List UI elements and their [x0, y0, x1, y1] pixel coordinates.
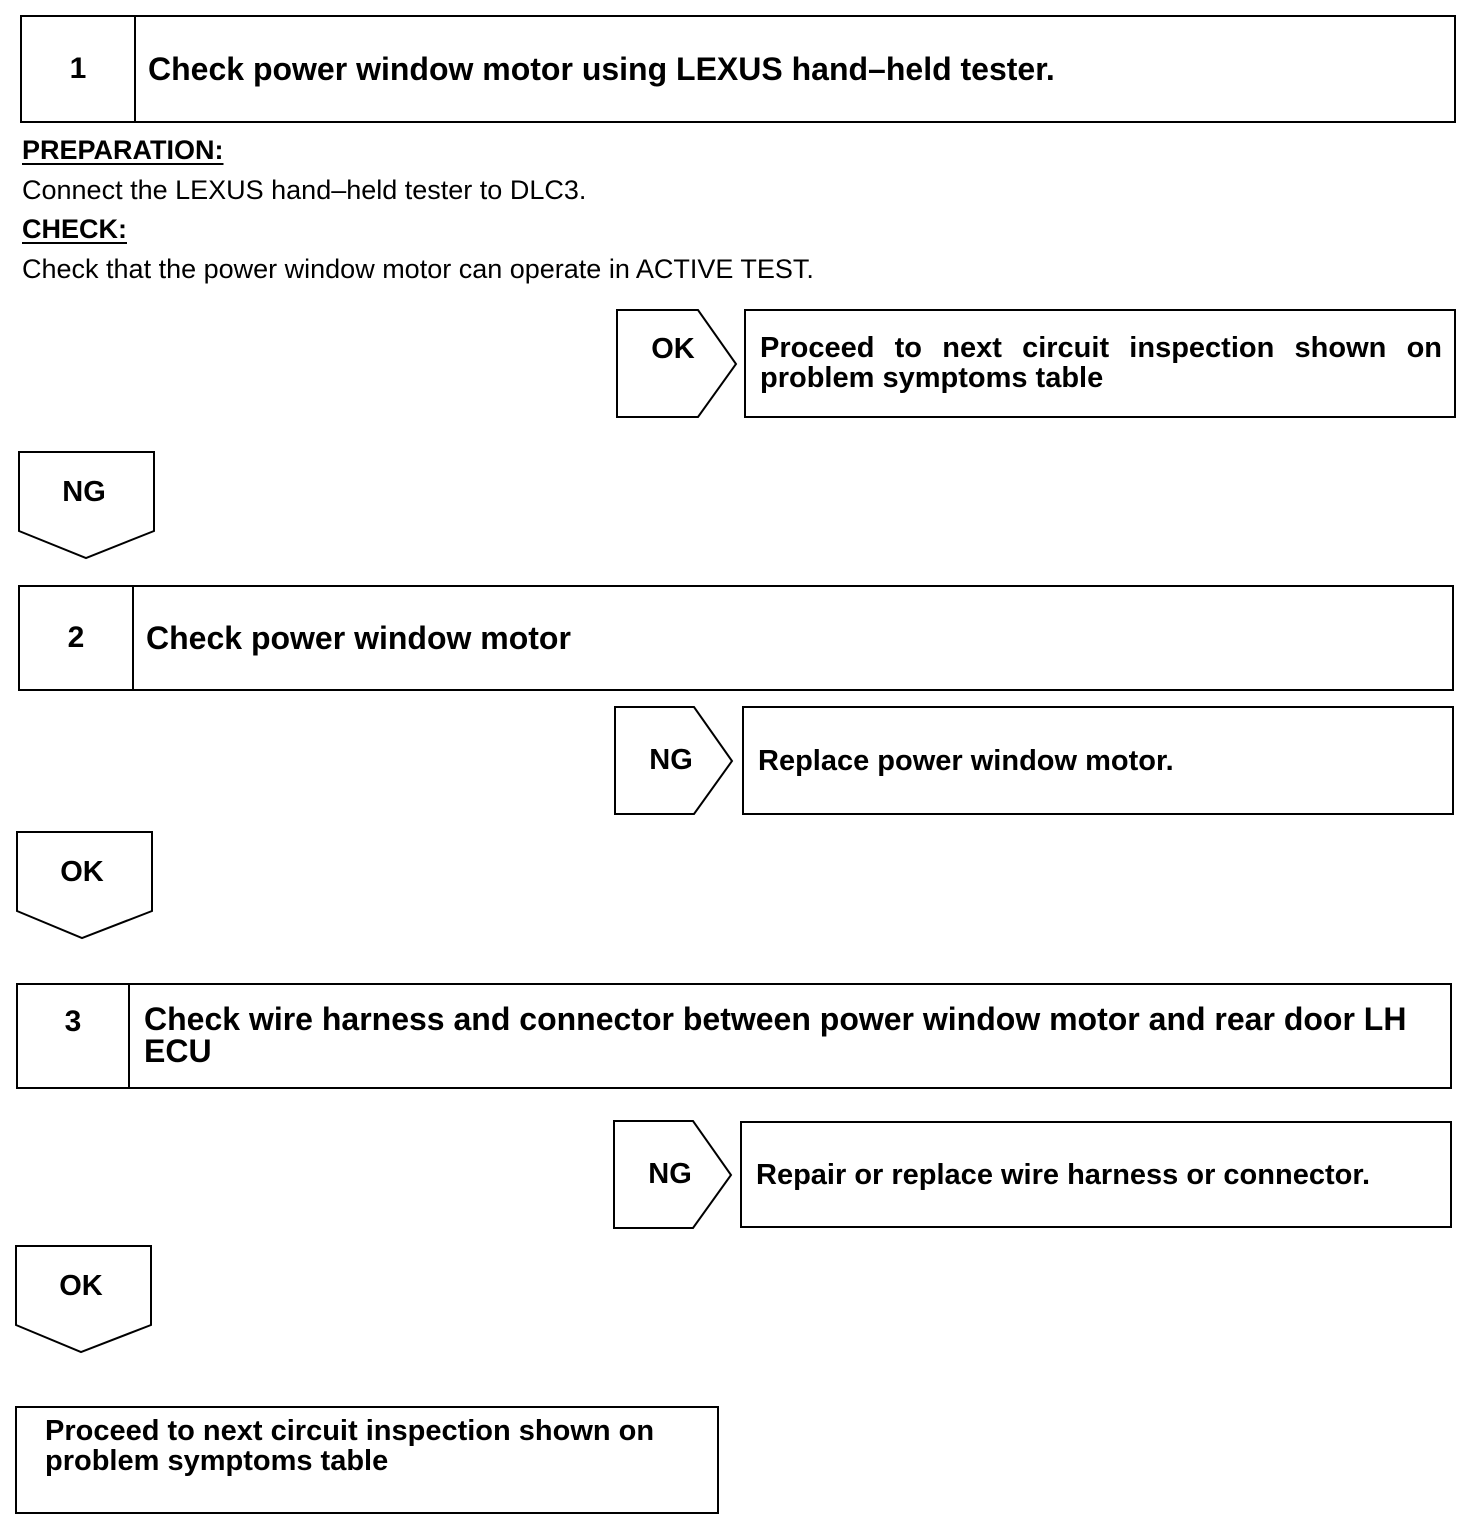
step-1-ok-result-text: Proceed to next circuit inspection shown on problem symptoms table: [760, 332, 1442, 394]
step-3-ng-result-box: [740, 1121, 1452, 1228]
step-1-box: [20, 15, 1456, 123]
step-2-title: Check power window motor: [146, 620, 571, 656]
step-3-ok-label: OK: [59, 1270, 103, 1302]
step-2-ng-label: NG: [649, 744, 693, 776]
step-3-number: 3: [18, 985, 130, 1087]
check-text: Check that the power window motor can operate in ACTIVE TEST.: [22, 254, 814, 284]
preparation-text: Connect the LEXUS hand–held tester to DLC3.: [22, 175, 587, 205]
step-3-box: [16, 983, 1452, 1089]
step-2-ok-label: OK: [60, 856, 104, 888]
step-2-ng-result-box: [742, 706, 1454, 815]
step-2-ng-result-text: Replace power window motor.: [758, 745, 1174, 777]
step-1-title: Check power window motor using LEXUS hand–held tester.: [148, 51, 1055, 87]
step-3-ng-label: NG: [648, 1158, 692, 1190]
check-label: CHECK:: [22, 214, 127, 244]
step-3-ng-result-text: Repair or replace wire harness or connector.: [756, 1159, 1371, 1191]
step-2-number: 2: [20, 587, 134, 689]
step-1-ok-label: OK: [651, 333, 695, 365]
final-result-box: [15, 1406, 719, 1514]
preparation-label: PREPARATION:: [22, 135, 224, 165]
step-2-box: [18, 585, 1454, 691]
step-1-number: 1: [22, 17, 136, 121]
step-3-title: Check wire harness and connector between power window motor and rear door LH ECU: [144, 1001, 1407, 1069]
step-1-ok-result-box: [744, 309, 1456, 418]
final-result-text: Proceed to next circuit inspection shown on problem symptoms table: [45, 1415, 655, 1477]
step-1-ng-label: NG: [62, 476, 106, 508]
